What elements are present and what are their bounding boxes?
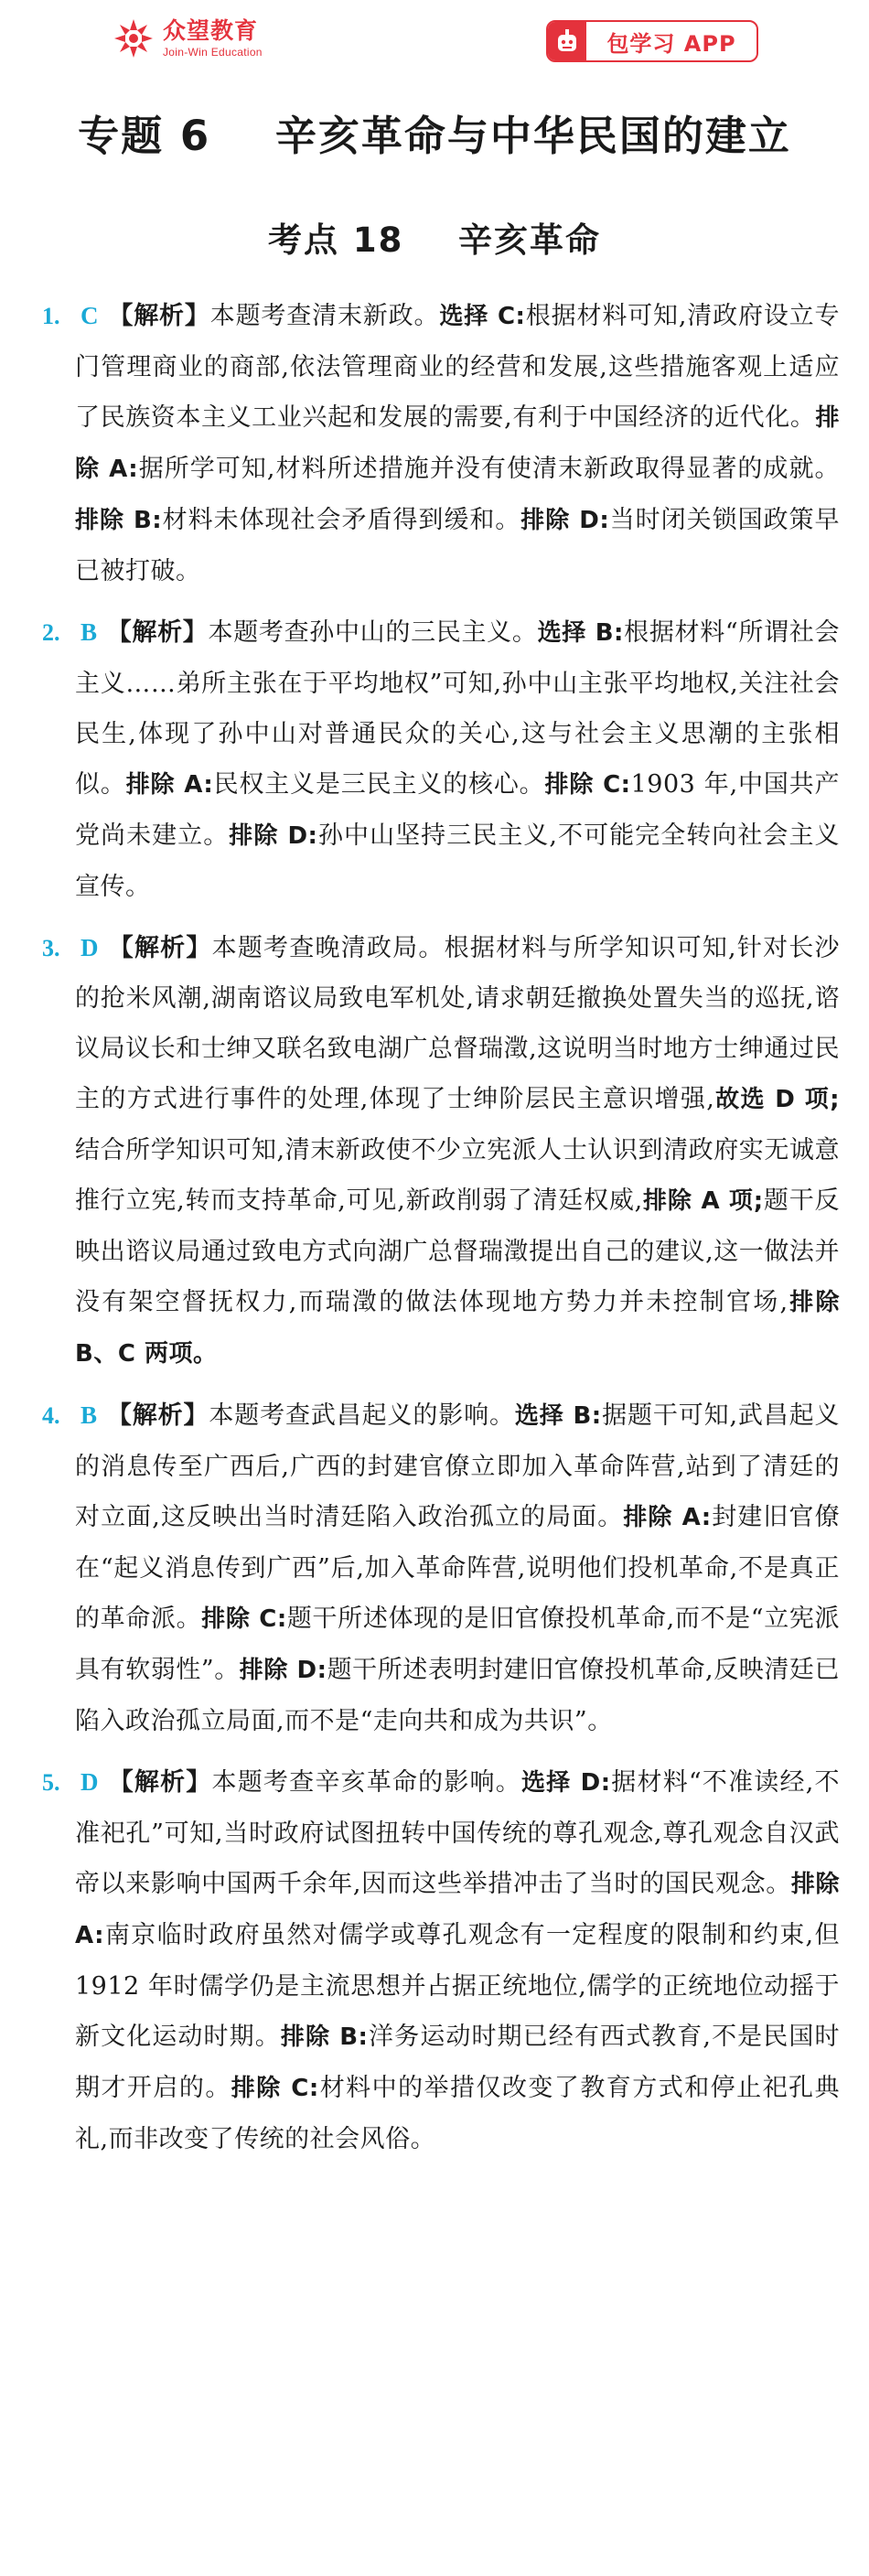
exclude-explanation: 材料中的举措仅改变了教育方式和停止祀孔典礼,而非改变了传统的社会风俗。 [75,2074,841,2153]
exclude-label: 排除 A: [623,1504,712,1531]
brand-name-cn: 众望教育 [163,17,259,44]
question-number: 4. [42,1402,60,1429]
app-icon [548,22,586,60]
answer-item-3 [42,923,840,1379]
answer-item-2 [42,607,840,912]
answer-item-4 [42,1390,840,1746]
exclude-explanation: 题干所述体现的是旧官僚投机革命,而不是“立宪派具有软弱性”。 [75,1605,841,1684]
exclude-label: 排除 D: [229,822,318,850]
answer-item-1 [42,291,840,596]
exclude-label: 排除 A: [75,1871,840,1949]
brand-logo-icon [112,16,156,60]
analysis-tag: 【解析】 [108,934,212,962]
brand-logo [112,16,263,60]
analysis-tag: 【解析】 [108,302,210,330]
exclude-label: 排除 A: [75,404,840,483]
analysis-tag: 【解析】 [108,1768,212,1797]
exclude-label: 排除 B: [280,2023,369,2051]
choice-explanation: 据材料“不准读经,不准祀孔”可知,当时政府试图扭转中国传统的尊孔观念,尊孔观念自汉武帝以来影响中国两千余年,因而这些举措冲击了当时的国民观念。 [75,1768,841,1898]
exclude-explanation: 题干所述表明封建旧官僚投机革命,反映清廷已陷入政治孤立局面,而不是“走向共和成为共识”。 [75,1656,840,1735]
answer-text [75,1757,840,2164]
page-header [0,13,869,86]
analysis-tag: 【解析】 [106,618,209,647]
analysis-intro: 本题考查武昌起义的影响。 [209,1401,515,1430]
answer-choice: D [80,1768,99,1796]
exclude-explanation: 题干反映出谘议局通过致电方式向湖广总督瑞澂提出自己的建议,这一做法并没有架空督抚权力,而瑞澂的做法体现地方势力并未控制官场, [75,1186,840,1316]
choice-explanation: 据题干可知,武昌起义的消息传至广西后,广西的封建官僚立即加入革命阵营,站到了清廷的对立面,这反映出当时清廷陷入政治孤立的局面。 [75,1401,841,1531]
answer-choice: B [80,1401,98,1429]
exclude-label: 排除 D: [520,507,610,534]
section-title: 考点 18 辛亥革命 [268,220,601,260]
choice-label: 选择 B: [514,1402,602,1430]
chapter-title: 专题 6 辛亥革命与中华民国的建立 [78,112,791,160]
choice-label: 选择 D: [520,1769,611,1797]
app-badge [546,20,758,62]
answer-text [75,291,840,596]
answer-choice: B [80,618,98,646]
exclude-explanation: 据所学可知,材料所述措施并没有使清末新政取得显著的成就。 [138,455,840,483]
analysis-intro: 本题考查辛亥革命的影响。 [211,1768,521,1797]
choice-label: 故选 D 项; [714,1086,840,1113]
exclude-label: 排除 B、C 两项。 [75,1289,840,1368]
choice-label: 选择 C: [439,303,526,330]
question-number: 1. [42,303,60,329]
answer-list [42,291,840,2175]
brand-text [163,19,263,58]
answer-choice: D [80,934,99,961]
answer-item-5 [42,1757,840,2164]
answer-text [75,923,840,1379]
answer-text [75,607,840,912]
brand-name-en: Join-Win Education [163,46,263,59]
exclude-explanation: 孙中山坚持三民主义,不可能完全转向社会主义宣传。 [75,821,840,901]
choice-explanation: 根据材料可知,清政府设立专门管理商业的商部,依法管理商业的经营和发展,这些措施客观上适应了民族资本主义工业兴起和发展的需要,有利于中国经济的近代化。 [75,302,841,432]
question-number: 5. [42,1769,60,1796]
exclude-label: 排除 C: [544,771,631,799]
exclude-explanation: 当时闭关锁国政策早已被打破。 [75,506,840,585]
exclude-label: 排除 A 项; [642,1187,764,1215]
exclude-explanation: 材料未体现社会矛盾得到缓和。 [162,506,521,534]
answer-choice: C [80,302,99,329]
analysis-intro: 本题考查孙中山的三民主义。 [208,618,538,647]
exclude-explanation: 民权主义是三民主义的核心。 [213,770,545,799]
analysis-intro: 本题考查晚清政局。 [211,934,445,962]
choice-explanation: 根据材料“所谓社会主义……弟所主张在于平均地权”可知,孙中山主张平均地权,关注社会民生,体现了孙中山对普通民众的关心,这与社会主义思潮的主张相似。 [75,618,840,799]
choice-explanation: 结合所学知识可知,清末新政使不少立宪派人士认识到清政府实无诚意推行立宪,转而支持革命,可见,新政削弱了清廷权威, [75,1136,840,1215]
exclude-explanation: 1903 年,中国共产党尚未建立。 [75,770,841,850]
choice-label: 选择 B: [537,619,624,647]
app-label: 包学习 APP [606,30,736,57]
exclude-explanation: 南京临时政府虽然对儒学或尊孔观念有一定程度的限制和约束,但 1912 年时儒学仍是主流思想并占据正统地位,儒学的正统地位动摇于新文化运动时期。 [75,1921,840,2051]
exclude-label: 排除 C: [231,2075,319,2102]
analysis-intro: 本题考查清末新政。 [209,302,440,330]
question-number: 3. [42,935,60,961]
answer-text [75,1390,840,1746]
question-number: 2. [42,619,60,646]
exclude-label: 排除 C: [201,1605,287,1633]
analysis-tag: 【解析】 [106,1401,209,1430]
exclude-label: 排除 B: [75,507,163,534]
exclude-explanation: 洋务运动时期已经有西式教育,不是民国时期才开启的。 [75,2023,840,2102]
exclude-label: 排除 A: [125,771,214,799]
exclude-explanation: 封建旧官僚在“起义消息传到广西”后,加入革命阵营,说明他们投机革命,不是真正的革命派。 [75,1503,840,1633]
robot-icon [554,27,580,55]
analysis-body: 根据材料与所学知识可知,针对长沙的抢米风潮,湖南谘议局致电军机处,请求朝廷撤换处置失当的巡抚,谘议局议长和士绅又联名致电湖广总督瑞澂,这说明当时地方士绅通过民主的方式进行事件的处理,体现了士绅阶层民主意识增强, [75,934,841,1113]
exclude-label: 排除 D: [239,1657,327,1684]
